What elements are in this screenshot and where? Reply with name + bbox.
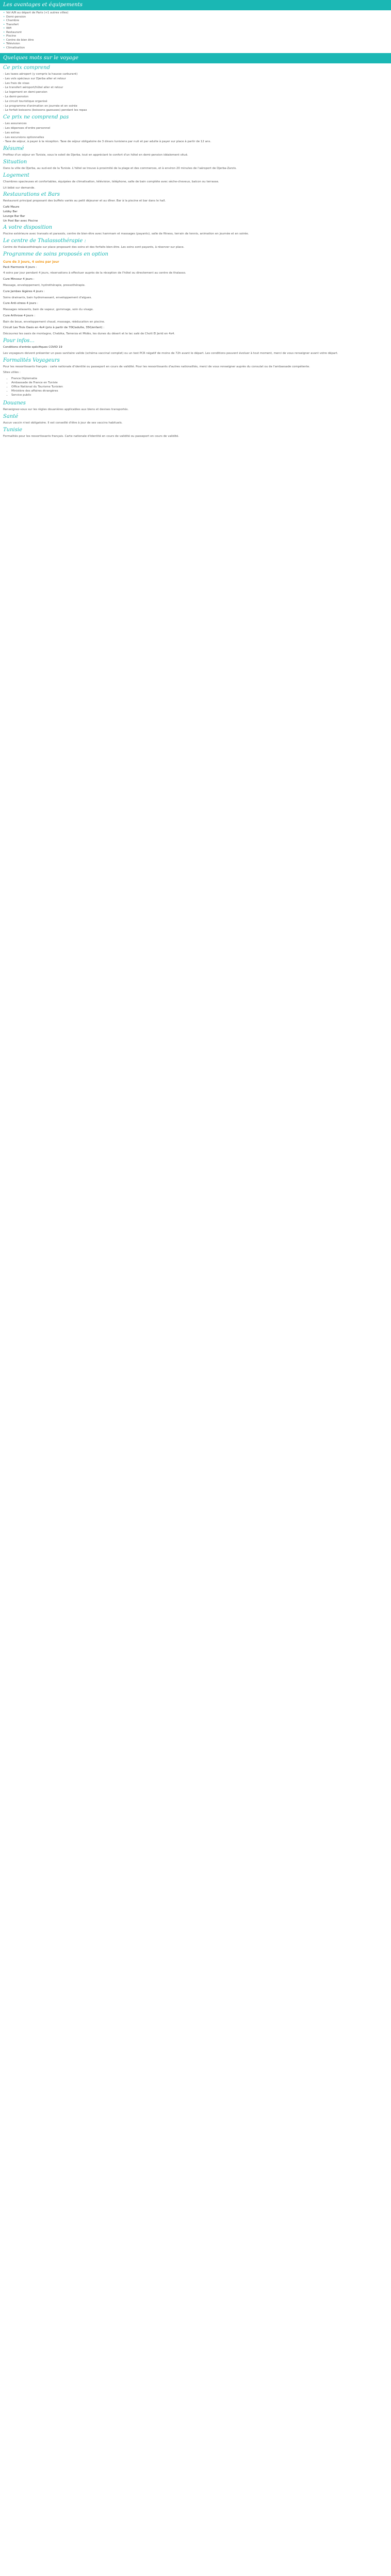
activites-title: A votre disposition	[3, 225, 53, 231]
useful-link[interactable]: • France Diplomatie	[11, 377, 388, 381]
prix-comprend-line: - Le circuit touristique organisé	[3, 99, 47, 103]
pack4-text: Massages relaxants, bain de vapeur, gommage, soin du visage.	[3, 308, 94, 312]
prix-comprend-line: - Le logement en demi-pension	[3, 91, 47, 94]
prix-ne-comprend-title: Ce prix ne comprend pas	[3, 114, 69, 121]
tunisie-text: Formalités pour les ressortissants français. Carte nationale d'identité en cours de validité ou passeport en cours de validité.	[3, 434, 180, 438]
useful-link[interactable]: • Ministère des affaires étrangères	[11, 389, 388, 393]
tunisie-title: Tunisie	[3, 427, 22, 433]
bars-list	[3, 205, 388, 223]
douanes-title: Douanes	[3, 400, 26, 406]
formalites-text: Pour les ressortissants français : carte nationale d'identité ou passeport en cours de validité. Pour les ressortissants d'autres nationalités, merci de vous renseigner auprès du consulat ou de l'ambassade compétente.	[3, 365, 310, 368]
useful-link[interactable]: • Office National du Tourisme Tunisien	[11, 385, 388, 389]
sites-utiles-title: Sites utiles :	[3, 371, 21, 375]
prix-ne-comprend-line: - Les assurances	[3, 122, 27, 126]
resume-text: Profitez d'un séjour en Tunisie, sous le soleil de Djerba, tout en appréciant le confort d'un hôtel en demi-pension idéalement situé.	[3, 154, 188, 157]
pack5-text: Bain de boue, enveloppement chaud, massage, rééducation en piscine.	[3, 320, 105, 324]
thalasso-text: Centre de thalassothérapie sur place proposant des soins et des forfaits bien-être. Les soins sont payants, à réserver sur place.	[3, 246, 185, 249]
avantage-item: • Wifi	[3, 27, 388, 31]
avantage-item: • Climatisation	[3, 46, 388, 50]
sites-utiles-list	[8, 377, 388, 397]
pack2-text: Massage, enveloppement, hydrothérapie, pressothérapie.	[3, 283, 86, 287]
prix-comprend-line: - Le programme d'animation en journée et en soirée	[3, 104, 77, 108]
prix-ne-comprend-line: - Les extras	[3, 131, 20, 134]
pack3-title: Cure Jambes légères 4 jours :	[3, 290, 45, 293]
avantages-banner: Les avantages et équipements	[0, 0, 391, 10]
prix-ne-comprend-line: - Les excursions optionnelles	[3, 135, 44, 139]
pack-title: Pack Harmonie 4 jours :	[3, 265, 37, 269]
logement-title: Logement	[3, 172, 29, 178]
prix-comprend-line: - Les taxes aéroport (y compris la hausse carburant)	[3, 73, 78, 76]
circuit-title: Circuit Les Trois Oasis en 4x4 (prix à partir de 70€/adulte, 35€/enfant) :	[3, 326, 105, 330]
prix-comprend-line: - Le forfait boissons (boissons gazeuses) pendant les repas	[3, 109, 87, 112]
prix-comprend-line: - La demi-pension	[3, 95, 29, 98]
bar-item: Un Pool Bar avec Piscine	[3, 219, 38, 223]
pack-text: 4 soins par jour pendant 4 jours, réservations à effectuer auprès de la réception de l'hôtel ou directement au centre de thalasso.	[3, 272, 186, 275]
avantage-item: • Restaurant	[3, 31, 388, 35]
prix-ne-comprend-line: - Les dépenses d'ordre personnel	[3, 126, 51, 130]
pack3-text: Soins drainants, bain hydromassant, enveloppement d'algues.	[3, 296, 92, 299]
pour-infos-title: Pour infos...	[3, 338, 35, 344]
avantage-item: • Télévision	[3, 42, 388, 46]
prix-ne-comprend-line: - Taxe de séjour, à payer à la réception. Taxe de séjour obligatoire de 3 dinars tunisiens par nuit et par adulte à payer sur place à partir de 12 ans.	[3, 140, 211, 144]
restauration-title: Restaurations et Bars	[3, 192, 60, 198]
prix-comprend-line: - Le transfert aéroport/hôtel aller et retour	[3, 86, 63, 90]
formalites-title: Formalités Voyageurs	[3, 357, 60, 363]
bar-item: Café Maure	[3, 206, 20, 209]
circuit-text: Découvrez les oasis de montagne, Chebika, Tamerza et Midès, les dunes du désert et le lac salé de Chott El Jerid en 4x4.	[3, 332, 175, 336]
logement-text2: Lit bébé sur demande.	[3, 186, 36, 190]
prix-ne-comprend-lines	[3, 122, 388, 144]
prix-comprend-lines	[3, 72, 388, 113]
programme-subtitle: Cure de 3 jours, 4 soins par jour	[3, 260, 59, 264]
prix-comprend-line: - Les vols spéciaux sur Djerba aller et retour	[3, 77, 66, 80]
logement-text: Chambres spacieuses et confortables, équipées de climatisation, télévision, téléphone, salle de bain complète avec sèche-cheveux, balcon ou terrasse.	[3, 180, 219, 183]
covid-text: Les voyageurs doivent présenter un pass sanitaire valide (schéma vaccinal complet) ou un test PCR négatif de moins de 72h avant le départ. Les conditions peuvent évoluer à tout moment, merci de vous renseigner avant votre départ.	[3, 351, 338, 355]
programme-title: Programme de soins proposés en option	[3, 251, 108, 257]
douanes-text: Renseignez-vous sur les règles douanières applicables aux biens et devises transportés.	[3, 408, 129, 412]
useful-link[interactable]: • Service public	[11, 393, 388, 397]
avantage-item: • Chambre	[3, 19, 388, 23]
avantage-item: • Demi-pension	[3, 15, 388, 20]
pack2-title: Cure Minceur 4 jours :	[3, 278, 35, 281]
prix-comprend-title: Ce prix comprend	[3, 65, 50, 71]
bar-item: Lounge Bar Bar	[3, 214, 25, 218]
prix-comprend-line: - Les frais de visas	[3, 81, 29, 85]
sante-text: Aucun vaccin n'est obligatoire. Il est conseillé d'être à jour de ses vaccins habituels.	[3, 421, 123, 425]
resume-title: Résumé	[3, 146, 24, 152]
sante-title: Santé	[3, 414, 19, 420]
useful-link[interactable]: • Ambassade de France en Tunisie	[11, 381, 388, 385]
restauration-text: Restaurant principal proposant des buffets variés au petit déjeuner et au dîner. Bar à la piscine et bar dans le hall.	[3, 199, 166, 203]
avantage-item: • Transfert	[3, 23, 388, 27]
avantages-list	[3, 11, 388, 50]
pour-infos-subtitle: Conditions d'entrée spécifiques COVID 19	[3, 346, 62, 349]
quelques-mots-banner: Quelques mots sur le voyage	[0, 53, 391, 63]
pack4-title: Cure Anti-stress 4 jours :	[3, 302, 38, 306]
situation-title: Situation	[3, 159, 27, 165]
bar-item: Lobby Bar	[3, 210, 18, 213]
page	[0, 0, 391, 439]
activites-text: Piscine extérieure avec transats et parasols, centre de bien-être avec hammam et massages (payants), salle de fitness, terrain de tennis, animation en journée et en soirée.	[3, 232, 249, 236]
thalasso-title: Le centre de Thalassothérapie :	[3, 238, 86, 244]
situation-text: Dans la ville de Djerba, au sud-est de la Tunisie. L'hôtel se trouve à proximité de la plage et des commerces, et à environ 20 minutes de l'aéroport de Djerba-Zarzis.	[3, 166, 237, 170]
avantage-item: • Piscine	[3, 35, 388, 39]
avantage-item: • Vol A/R au départ de Paris (+1 autres villes)	[3, 11, 388, 15]
pack5-title: Cure Arthrose 4 jours :	[3, 314, 36, 317]
avantage-item: • Centre de bien être	[3, 39, 388, 43]
